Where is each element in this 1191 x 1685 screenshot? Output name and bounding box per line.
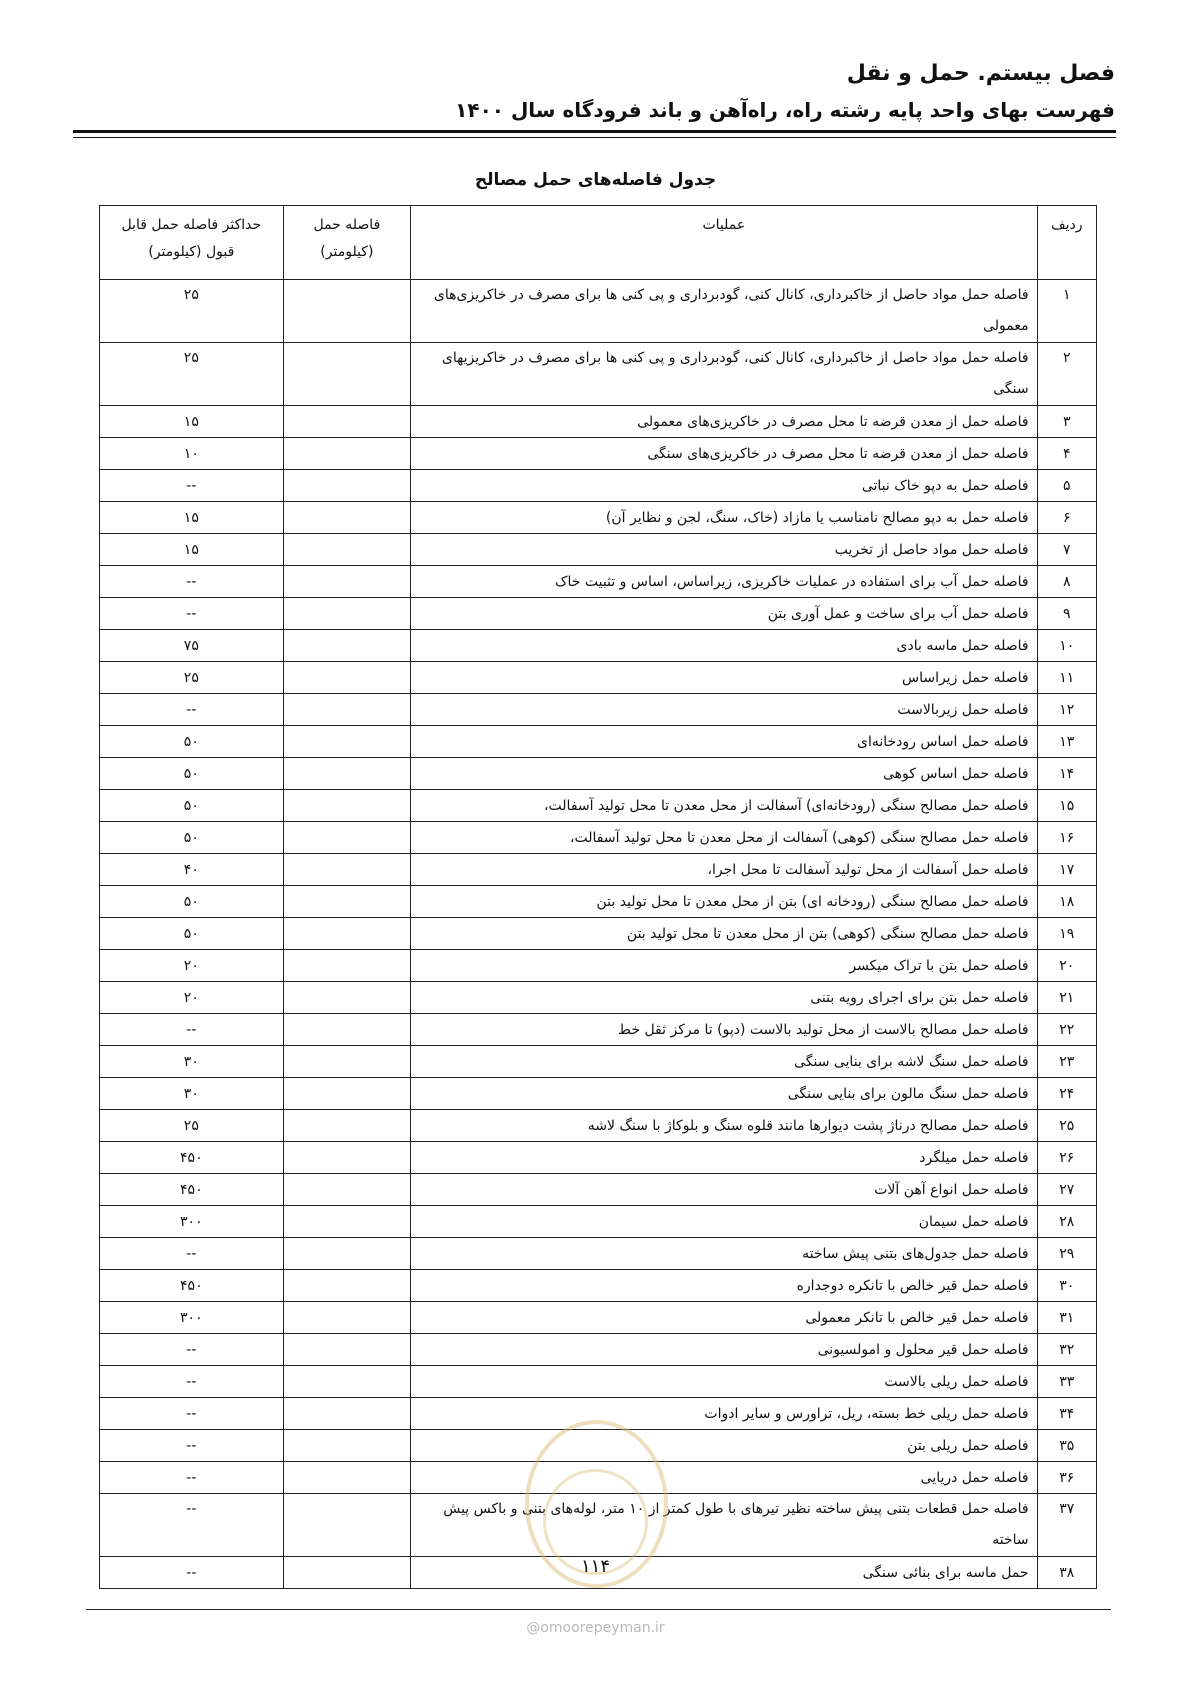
footer-rule — [86, 1609, 1111, 1610]
max-distance-cell: ۳۰ — [100, 1078, 284, 1110]
row-number-cell: ۲۶ — [1037, 1142, 1096, 1174]
operation-cell: فاصله حمل قیر خالص با تانکره دوجداره — [411, 1270, 1038, 1302]
haul-distance-cell — [283, 822, 410, 854]
table-row — [100, 1238, 1097, 1270]
row-number-cell: ۶ — [1037, 502, 1096, 534]
operation-cell: فاصله حمل مصالح سنگی (رودخانه‌ای) آسفالت از محل معدن تا محل تولید آسفالت، — [411, 790, 1038, 822]
operation-cell: فاصله حمل جدول‌های بتنی پیش ساخته — [411, 1238, 1038, 1270]
operation-cell: فاصله حمل اساس کوهی — [411, 758, 1038, 790]
row-number-cell: ۱۷ — [1037, 854, 1096, 886]
row-number-cell: ۲۴ — [1037, 1078, 1096, 1110]
haul-distance-cell — [283, 406, 410, 438]
max-distance-cell: ۵۰ — [100, 822, 284, 854]
operation-cell: فاصله حمل سنگ مالون برای بنایی سنگی — [411, 1078, 1038, 1110]
max-distance-cell: ۴۵۰ — [100, 1270, 284, 1302]
haul-distance-cell — [283, 1366, 410, 1398]
price-list-title: فهرست بهای واحد پایه رشته راه، راه‌آهن و باند فرودگاه سال ۱۴۰۰ — [455, 98, 1115, 122]
row-number-cell: ۸ — [1037, 566, 1096, 598]
row-number-cell: ۳۰ — [1037, 1270, 1096, 1302]
haul-distance-cell — [283, 566, 410, 598]
row-number-cell: ۱ — [1037, 280, 1096, 343]
operation-cell: فاصله حمل ریلی بالاست — [411, 1366, 1038, 1398]
max-distance-cell: -- — [100, 1430, 284, 1462]
table-row — [100, 1334, 1097, 1366]
table-row — [100, 438, 1097, 470]
operation-cell: فاصله حمل اساس رودخانه‌ای — [411, 726, 1038, 758]
table-row — [100, 918, 1097, 950]
haul-distance-cell — [283, 1238, 410, 1270]
haul-distance-cell — [283, 662, 410, 694]
table-row — [100, 406, 1097, 438]
operation-cell: فاصله حمل قیر خالص با تانکر معمولی — [411, 1302, 1038, 1334]
row-number-cell: ۲۰ — [1037, 950, 1096, 982]
max-distance-cell: -- — [100, 1366, 284, 1398]
max-distance-cell: ۱۵ — [100, 406, 284, 438]
operation-cell: فاصله حمل به دپو خاک نباتی — [411, 470, 1038, 502]
operation-cell: فاصله حمل زیراساس — [411, 662, 1038, 694]
table-row — [100, 1110, 1097, 1142]
row-number-cell: ۱۳ — [1037, 726, 1096, 758]
row-number-cell: ۲۹ — [1037, 1238, 1096, 1270]
table-row — [100, 566, 1097, 598]
row-number-cell: ۳۸ — [1037, 1557, 1096, 1589]
row-number-cell: ۳۵ — [1037, 1430, 1096, 1462]
haul-distance-cell — [283, 694, 410, 726]
table-header-row — [100, 206, 1097, 280]
page-header — [65, 58, 1115, 126]
max-distance-cell: -- — [100, 1238, 284, 1270]
haul-distance-cell — [283, 1270, 410, 1302]
haul-distance-cell — [283, 1078, 410, 1110]
header-haul-distance-line1: فاصله حمل — [313, 217, 381, 233]
haul-distance-cell — [283, 790, 410, 822]
max-distance-cell: ۵۰ — [100, 790, 284, 822]
row-number-cell: ۹ — [1037, 598, 1096, 630]
operation-cell: فاصله حمل از معدن قرضه تا محل مصرف در خاکریزی‌های سنگی — [411, 438, 1038, 470]
operation-cell: فاصله حمل سیمان — [411, 1206, 1038, 1238]
row-number-cell: ۴ — [1037, 438, 1096, 470]
website-watermark: @omoorepeyman.ir — [526, 1620, 665, 1636]
max-distance-cell: -- — [100, 598, 284, 630]
row-number-cell: ۱۸ — [1037, 886, 1096, 918]
row-number-cell: ۳۳ — [1037, 1366, 1096, 1398]
haul-distance-cell — [283, 1398, 410, 1430]
header-max-distance — [100, 206, 284, 280]
row-number-cell: ۲۱ — [1037, 982, 1096, 1014]
row-number-cell: ۷ — [1037, 534, 1096, 566]
operation-cell: فاصله حمل زیربالاست — [411, 694, 1038, 726]
operation-cell: فاصله حمل مواد حاصل از تخریب — [411, 534, 1038, 566]
max-distance-cell: ۲۰ — [100, 982, 284, 1014]
table-row — [100, 694, 1097, 726]
operation-cell: فاصله حمل مصالح سنگی (کوهی) آسفالت از محل معدن تا محل تولید آسفالت، — [411, 822, 1038, 854]
operation-cell: فاصله حمل بتن با تراک میکسر — [411, 950, 1038, 982]
max-distance-cell: -- — [100, 566, 284, 598]
row-number-cell: ۳ — [1037, 406, 1096, 438]
table-row — [100, 662, 1097, 694]
row-number-cell: ۲۸ — [1037, 1206, 1096, 1238]
max-distance-cell: -- — [100, 1398, 284, 1430]
row-number-cell: ۳۷ — [1037, 1494, 1096, 1557]
max-distance-cell: ۴۰ — [100, 854, 284, 886]
max-distance-cell: ۵۰ — [100, 886, 284, 918]
operation-cell: فاصله حمل ریلی خط بسته، ریل، تراورس و سایر ادوات — [411, 1398, 1038, 1430]
haul-distance-cell — [283, 598, 410, 630]
operation-cell: فاصله حمل بتن برای اجرای رویه بتنی — [411, 982, 1038, 1014]
haul-distance-cell — [283, 1046, 410, 1078]
table-row — [100, 1366, 1097, 1398]
table-row — [100, 502, 1097, 534]
table-row — [100, 790, 1097, 822]
table-row — [100, 1174, 1097, 1206]
operation-cell: فاصله حمل قیر محلول و امولسیونی — [411, 1334, 1038, 1366]
max-distance-cell: ۲۵ — [100, 1110, 284, 1142]
row-number-cell: ۲۲ — [1037, 1014, 1096, 1046]
table-row — [100, 1206, 1097, 1238]
operation-cell: فاصله حمل سنگ لاشه برای بنایی سنگی — [411, 1046, 1038, 1078]
max-distance-cell: -- — [100, 1462, 284, 1494]
table-row — [100, 758, 1097, 790]
haul-distance-cell — [283, 630, 410, 662]
operation-cell: حمل ماسه برای بنائی سنگی — [411, 1557, 1038, 1589]
operation-cell: فاصله حمل ریلی بتن — [411, 1430, 1038, 1462]
max-distance-cell: ۲۵ — [100, 343, 284, 406]
table-row — [100, 950, 1097, 982]
operation-cell: فاصله حمل میلگرد — [411, 1142, 1038, 1174]
max-distance-cell: -- — [100, 694, 284, 726]
haul-distance-cell — [283, 1494, 410, 1557]
max-distance-cell: -- — [100, 1557, 284, 1589]
max-distance-cell: ۱۰ — [100, 438, 284, 470]
operation-cell: فاصله حمل از معدن قرضه تا محل مصرف در خاکریزی‌های معمولی — [411, 406, 1038, 438]
max-distance-cell: ۳۰۰ — [100, 1302, 284, 1334]
haul-distance-cell — [283, 470, 410, 502]
table-row — [100, 726, 1097, 758]
operation-cell: فاصله حمل آب برای استفاده در عملیات خاکریزی، زیراساس، اساس و تثبیت خاک — [411, 566, 1038, 598]
operation-cell: فاصله حمل مصالح درناژ پشت دیوارها مانند قلوه سنگ و بلوکاژ با سنگ لاشه — [411, 1110, 1038, 1142]
table-row — [100, 280, 1097, 343]
table-row — [100, 1142, 1097, 1174]
row-number-cell: ۲۵ — [1037, 1110, 1096, 1142]
table-row — [100, 854, 1097, 886]
haul-distance-cell — [283, 1206, 410, 1238]
haul-distance-cell — [283, 534, 410, 566]
row-number-cell: ۱۱ — [1037, 662, 1096, 694]
max-distance-cell: -- — [100, 1334, 284, 1366]
row-number-cell: ۱۲ — [1037, 694, 1096, 726]
haul-distance-table — [99, 205, 1097, 1589]
max-distance-cell: ۵۰ — [100, 726, 284, 758]
table-row — [100, 343, 1097, 406]
max-distance-cell: ۱۵ — [100, 534, 284, 566]
page-number: ۱۱۴ — [580, 1556, 610, 1577]
haul-distance-cell — [283, 1334, 410, 1366]
operation-cell: فاصله حمل به دپو مصالح نامناسب یا مازاد (خاک، سنگ، لجن و نظایر آن) — [411, 502, 1038, 534]
table-row — [100, 1302, 1097, 1334]
haul-distance-cell — [283, 982, 410, 1014]
operation-cell: فاصله حمل مواد حاصل از خاکبرداری، کانال کنی، گودبرداری و پی کنی ها برای مصرف در خاکریزیهای سنگی — [411, 343, 1038, 406]
row-number-cell: ۱۶ — [1037, 822, 1096, 854]
table-row — [100, 1014, 1097, 1046]
max-distance-cell: ۵۰ — [100, 758, 284, 790]
haul-distance-cell — [283, 502, 410, 534]
table-row — [100, 630, 1097, 662]
haul-distance-cell — [283, 1174, 410, 1206]
max-distance-cell: ۳۰ — [100, 1046, 284, 1078]
header-max-distance-line2: قبول (کیلومتر) — [148, 244, 235, 260]
table-row — [100, 534, 1097, 566]
row-number-cell: ۳۱ — [1037, 1302, 1096, 1334]
max-distance-cell: ۱۵ — [100, 502, 284, 534]
operation-cell: فاصله حمل مصالح سنگی (رودخانه ای) بتن از محل معدن تا محل تولید بتن — [411, 886, 1038, 918]
header-max-distance-line1: حداکثر فاصله حمل قابل — [121, 217, 262, 233]
table-row — [100, 1270, 1097, 1302]
haul-distance-cell — [283, 280, 410, 343]
header-haul-distance-line2: (کیلومتر) — [320, 244, 374, 260]
table-row — [100, 886, 1097, 918]
row-number-cell: ۲۳ — [1037, 1046, 1096, 1078]
haul-distance-cell — [283, 1462, 410, 1494]
row-number-cell: ۳۶ — [1037, 1462, 1096, 1494]
haul-distance-cell — [283, 343, 410, 406]
max-distance-cell: ۲۵ — [100, 280, 284, 343]
haul-distance-cell — [283, 726, 410, 758]
header-rule-thick — [73, 130, 1116, 133]
operation-cell: فاصله حمل ماسه بادی — [411, 630, 1038, 662]
header-row-number: ردیف — [1037, 206, 1096, 280]
header-haul-distance — [283, 206, 410, 280]
row-number-cell: ۵ — [1037, 470, 1096, 502]
max-distance-cell: ۴۵۰ — [100, 1142, 284, 1174]
max-distance-cell: ۲۰ — [100, 950, 284, 982]
row-number-cell: ۳۴ — [1037, 1398, 1096, 1430]
haul-distance-cell — [283, 1110, 410, 1142]
operation-cell: فاصله حمل انواع آهن آلات — [411, 1174, 1038, 1206]
max-distance-cell: ۲۵ — [100, 662, 284, 694]
haul-distance-cell — [283, 918, 410, 950]
max-distance-cell: -- — [100, 470, 284, 502]
table-row — [100, 598, 1097, 630]
header-operations: عملیات — [411, 206, 1038, 280]
max-distance-cell: -- — [100, 1014, 284, 1046]
row-number-cell: ۲۷ — [1037, 1174, 1096, 1206]
max-distance-cell: -- — [100, 1494, 284, 1557]
haul-distance-cell — [283, 854, 410, 886]
row-number-cell: ۳۲ — [1037, 1334, 1096, 1366]
haul-distance-cell — [283, 1142, 410, 1174]
max-distance-cell: ۵۰ — [100, 918, 284, 950]
operation-cell: فاصله حمل قطعات بتنی پیش ساخته نظیر تیرهای با طول کمتر از ۱۰ متر، لوله‌های بتنی و باکس پیش ساخته — [411, 1494, 1038, 1557]
row-number-cell: ۱۵ — [1037, 790, 1096, 822]
operation-cell: فاصله حمل مصالح بالاست از محل تولید بالاست (دپو) تا مرکز ثقل خط — [411, 1014, 1038, 1046]
table-title: جدول فاصله‌های حمل مصالح — [474, 170, 717, 190]
operation-cell: فاصله حمل آب برای ساخت و عمل آوری بتن — [411, 598, 1038, 630]
header-rule-thin — [73, 137, 1116, 138]
table-row — [100, 1078, 1097, 1110]
table-row — [100, 982, 1097, 1014]
operation-cell: فاصله حمل دریایی — [411, 1462, 1038, 1494]
max-distance-cell: ۷۵ — [100, 630, 284, 662]
haul-distance-cell — [283, 438, 410, 470]
chapter-title: فصل بیستم. حمل و نقل — [846, 61, 1115, 86]
row-number-cell: ۱۴ — [1037, 758, 1096, 790]
haul-distance-cell — [283, 758, 410, 790]
operation-cell: فاصله حمل آسفالت از محل تولید آسفالت تا محل اجرا، — [411, 854, 1038, 886]
haul-distance-cell — [283, 1302, 410, 1334]
haul-distance-cell — [283, 1014, 410, 1046]
haul-distance-cell — [283, 950, 410, 982]
table-row — [100, 822, 1097, 854]
operation-cell: فاصله حمل مواد حاصل از خاکبرداری، کانال کنی، گودبرداری و پی کنی ها برای مصرف در خاکریزی‌های معمولی — [411, 280, 1038, 343]
row-number-cell: ۱۰ — [1037, 630, 1096, 662]
row-number-cell: ۲ — [1037, 343, 1096, 406]
operation-cell: فاصله حمل مصالح سنگی (کوهی) بتن از محل معدن تا محل تولید بتن — [411, 918, 1038, 950]
max-distance-cell: ۴۵۰ — [100, 1174, 284, 1206]
table-body — [100, 280, 1097, 1589]
haul-distance-cell — [283, 886, 410, 918]
max-distance-cell: ۳۰۰ — [100, 1206, 284, 1238]
row-number-cell: ۱۹ — [1037, 918, 1096, 950]
table-row — [100, 470, 1097, 502]
haul-distance-cell — [283, 1430, 410, 1462]
table-row — [100, 1046, 1097, 1078]
